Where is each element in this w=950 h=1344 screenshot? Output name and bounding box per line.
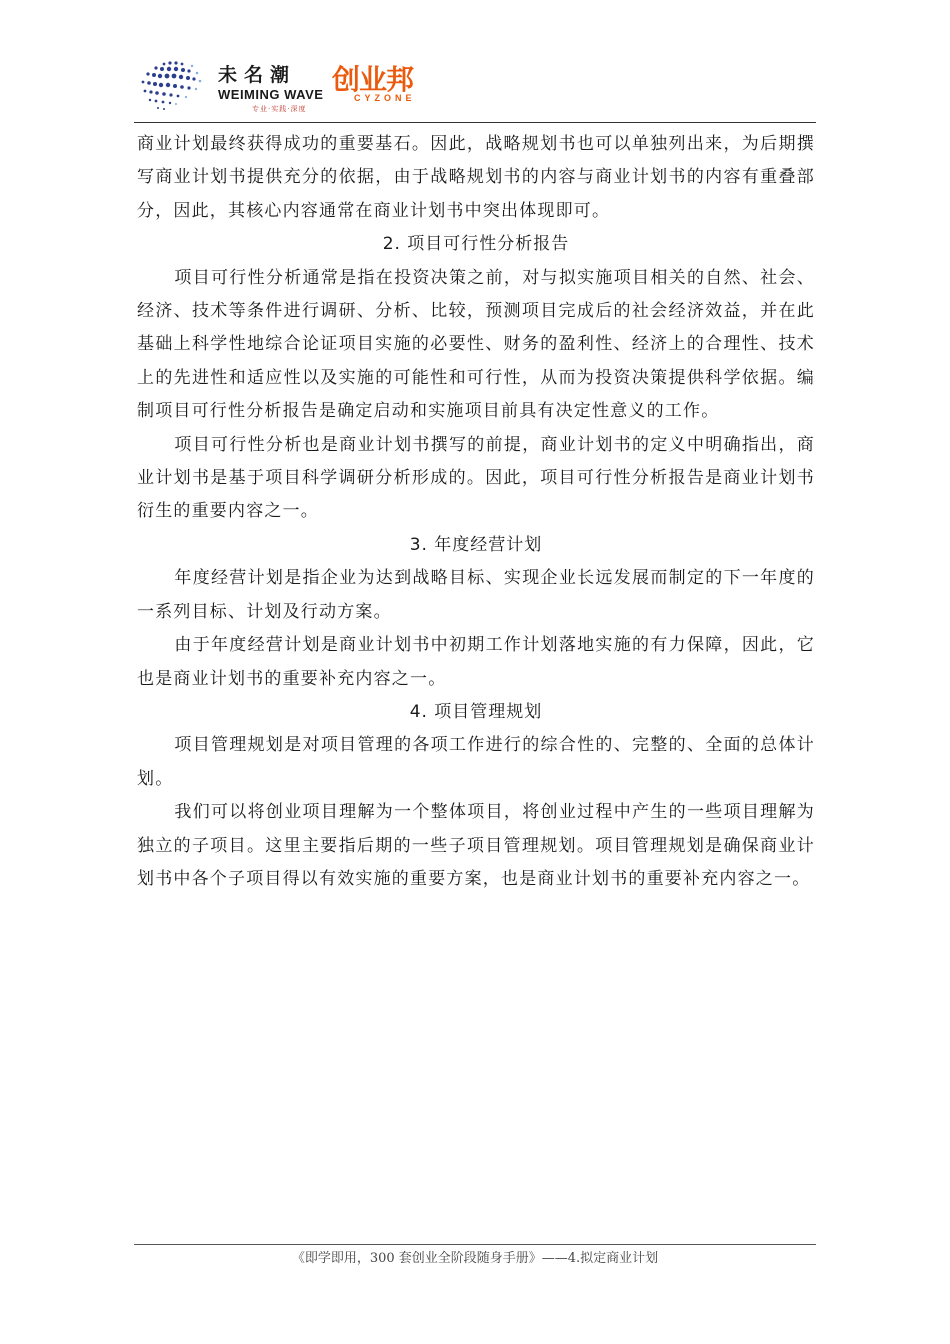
document-body: [137, 128, 815, 896]
paragraph-project-management-2: 我们可以将创业项目理解为一个整体项目，将创业过程中产生的一些项目理解为独立的子项目。这里主要指后期的一些子项目管理规划。项目管理规划是确保商业计划书中各个子项目得以有效实施的重要方案，也是商业计划书的重要补充内容之一。: [137, 802, 815, 889]
cyzone-logo-en: CYZONE: [354, 93, 416, 103]
section-heading-feasibility: 2. 项目可行性分析报告: [382, 234, 570, 255]
header-divider: [134, 122, 816, 123]
cyzone-logo: [332, 58, 432, 108]
page-footer: 《即学即用，300 套创业全阶段随身手册》——4.拟定商业计划: [291, 1251, 659, 1266]
page-header: [134, 52, 816, 122]
cyzone-logo-cn: 创业邦: [332, 63, 414, 96]
section-heading-project-management: 4. 项目管理规划: [409, 701, 543, 722]
paragraph-annual-plan-1: 年度经营计划是指企业为达到战略目标、实现企业长远发展而制定的下一年度的一系列目标、计划及行动方案。: [137, 568, 815, 622]
paragraph-feasibility-2: 项目可行性分析也是商业计划书撰写的前提，商业计划书的定义中明确指出，商业计划书是基于项目科学调研分析形成的。因此，项目可行性分析报告是商业计划书衍生的重要内容之一。: [137, 434, 815, 522]
paragraph-annual-plan-2: 由于年度经营计划是商业计划书中初期工作计划落地实施的有力保障，因此，它也是商业计划书的重要补充内容之一。: [137, 635, 815, 689]
paragraph-feasibility-1: 项目可行性分析通常是指在投资决策之前，对与拟实施项目相关的自然、社会、经济、技术等条件进行调研、分析、比较，预测项目完成后的社会经济效益，并在此基础上科学性地综合论证项目实施的必要性、财务的盈利性、经济上的合理性、技术上的先进性和适应性以及实施的可能性和可行性，从而为投资决策提供科学依据。编制项目可行性分析报告是确定启动和实施项目前具有决定性意义的工作。: [137, 267, 815, 422]
paragraph-intro: 商业计划最终获得成功的重要基石。因此，战略规划书也可以单独列出来，为后期撰写商业计划书提供充分的依据，由于战略规划书的内容与商业计划书的内容有重叠部分，因此，其核心内容通常在商业计划书中突出体现即可。: [137, 134, 815, 221]
footer-divider: [134, 1244, 816, 1245]
paragraph-project-management-1: 项目管理规划是对项目管理的各项工作进行的综合性的、完整的、全面的总体计划。: [137, 735, 815, 789]
section-heading-annual-plan: 3. 年度经营计划: [409, 534, 543, 555]
weiming-logo-en: WEIMING WAVE: [218, 87, 324, 102]
wave-swirl-icon: [134, 56, 214, 114]
weiming-logo-tagline: 专业·实践·深度: [252, 105, 307, 113]
weiming-wave-logo: [134, 56, 344, 114]
weiming-logo-cn: 未名潮: [218, 64, 297, 86]
